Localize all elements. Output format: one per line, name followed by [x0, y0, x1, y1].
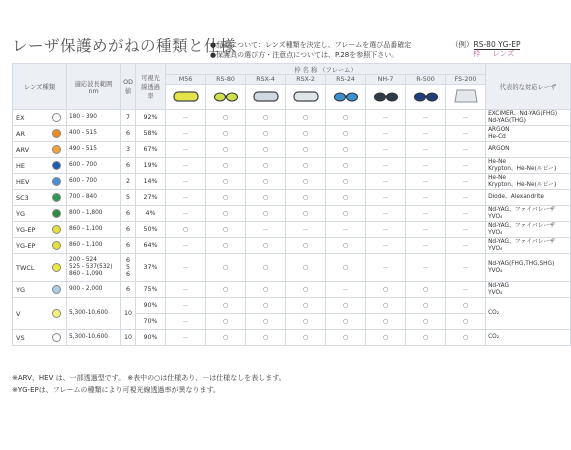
- lens-color-icon: [52, 113, 61, 122]
- table-row: [13, 110, 571, 126]
- availability-rsx-4: ○: [246, 190, 286, 206]
- lens-color-icon: [52, 177, 61, 186]
- wavelength: 5,300-10,600: [67, 298, 121, 330]
- availability-rsx-2: ○: [286, 206, 326, 222]
- compatible-laser: Diode、Alexandrite: [486, 190, 571, 206]
- wavelength: 900 - 2,000: [67, 282, 121, 298]
- compatible-laser: ARGON He-Cd: [486, 126, 571, 142]
- availability-rs-80: ○: [206, 142, 246, 158]
- header-transmittance: 可視光線透過率: [136, 64, 166, 110]
- wavelength: 180 - 390: [67, 110, 121, 126]
- availability-rsx-2: ○: [286, 110, 326, 126]
- availability-nh-7: －: [366, 158, 406, 174]
- availability-rs-80: ○: [206, 158, 246, 174]
- glasses-navy-icon: [411, 88, 441, 104]
- availability-rs-24: ○: [326, 126, 366, 142]
- lens-color-icon: [52, 333, 61, 342]
- header-od: OD値: [121, 64, 136, 110]
- od-value: 10: [121, 298, 136, 330]
- lens-code: YG-EP: [13, 222, 47, 238]
- availability-rs-80: ○: [206, 206, 246, 222]
- availability-rs-24: －: [326, 282, 366, 298]
- footer-note-1: ※ARV、HEV は、一部透過型です。 ※表中の○は仕様あり、－は仕様なしを表します。: [12, 374, 286, 382]
- lens-color-icon: [52, 263, 61, 272]
- lens-color-cell: [47, 330, 67, 346]
- od-value: 6: [121, 158, 136, 174]
- availability-rsx-4: ○: [246, 174, 286, 190]
- frame-header-nh-7: [366, 75, 406, 110]
- header-lens-type: レンズ種類: [13, 64, 67, 110]
- availability-rs-24: ○: [326, 158, 366, 174]
- availability-rs-80: ○: [206, 282, 246, 298]
- table-row: [13, 254, 571, 282]
- availability-nh-7: ○: [366, 314, 406, 330]
- table-row: [13, 238, 571, 254]
- lens-code: YG: [13, 282, 47, 298]
- availability-rsx-2: ○: [286, 254, 326, 282]
- availability-nh-7: ○: [366, 330, 406, 346]
- compatible-laser: Nd-YAG YVO₄: [486, 282, 571, 298]
- availability-r-500: ○: [406, 330, 446, 346]
- availability-r-500: －: [406, 142, 446, 158]
- lens-code: VS: [13, 330, 47, 346]
- lens-color-icon: [52, 129, 61, 138]
- availability-r-500: －: [406, 174, 446, 190]
- od-value: 5: [121, 190, 136, 206]
- availability-rs-24: －: [326, 222, 366, 238]
- od-value: 6 5 6: [121, 254, 136, 282]
- frame-name: M56: [166, 75, 205, 85]
- transmittance: 70%: [136, 314, 166, 330]
- compatible-laser: He-Ne Krypton、He-Ne(ルビー): [486, 158, 571, 174]
- wavelength: 490 - 515: [67, 142, 121, 158]
- page-title: レーザ保護めがねの種類と仕様: [12, 37, 237, 55]
- availability-rs-24: ○: [326, 254, 366, 282]
- frame-header-rs-80: [206, 75, 246, 110]
- frame-name: RS-80: [206, 75, 245, 85]
- availability-fs-200: ○: [446, 298, 486, 314]
- frame-name: NH-7: [366, 75, 405, 85]
- availability-rs-24: ○: [326, 190, 366, 206]
- availability-rsx-4: ○: [246, 314, 286, 330]
- frame-header-m56: [166, 75, 206, 110]
- transmittance: 37%: [136, 254, 166, 282]
- availability-rsx-2: ○: [286, 298, 326, 314]
- availability-m56: －: [166, 206, 206, 222]
- table-row: [13, 126, 571, 142]
- lens-color-icon: [52, 161, 61, 170]
- availability-fs-200: －: [446, 222, 486, 238]
- compatible-laser: He-Ne Krypton、He-Ne(ルビー): [486, 174, 571, 190]
- availability-rs-80: ○: [206, 298, 246, 314]
- lens-code: YG-EP: [13, 238, 47, 254]
- wavelength: 700 - 840: [67, 190, 121, 206]
- lens-code: YG: [13, 206, 47, 222]
- availability-r-500: －: [406, 254, 446, 282]
- lens-color-icon: [52, 209, 61, 218]
- availability-fs-200: －: [446, 238, 486, 254]
- od-value: 6: [121, 238, 136, 254]
- availability-r-500: －: [406, 222, 446, 238]
- od-value: 6: [121, 126, 136, 142]
- lens-color-cell: [47, 110, 67, 126]
- availability-fs-200: －: [446, 190, 486, 206]
- transmittance: 67%: [136, 142, 166, 158]
- availability-m56: －: [166, 158, 206, 174]
- availability-r-500: －: [406, 238, 446, 254]
- frame-header-rsx-2: [286, 75, 326, 110]
- availability-nh-7: －: [366, 110, 406, 126]
- header-laser: 代表的な対応レーザ: [486, 64, 571, 110]
- availability-rsx-4: ○: [246, 158, 286, 174]
- compatible-laser: ARGON: [486, 142, 571, 158]
- frame-header-r-500: [406, 75, 446, 110]
- availability-rsx-4: ○: [246, 298, 286, 314]
- availability-r-500: ○: [406, 282, 446, 298]
- availability-rsx-4: ○: [246, 238, 286, 254]
- availability-fs-200: －: [446, 282, 486, 298]
- compatible-laser: EXCIMER、Nd-YAG(FHG) Nd-YAG(THG): [486, 110, 571, 126]
- availability-rsx-4: ○: [246, 126, 286, 142]
- note-selection: ●保護具の選び方・注意点については、P.28を参照下さい。: [210, 51, 399, 59]
- wavelength: 860 - 1,100: [67, 238, 121, 254]
- availability-m56: －: [166, 190, 206, 206]
- notes: [210, 40, 411, 60]
- availability-nh-7: －: [366, 142, 406, 158]
- transmittance: 64%: [136, 238, 166, 254]
- compatible-laser: Nd-YAG(FHG,THG,SHG) YVO₄: [486, 254, 571, 282]
- availability-fs-200: ○: [446, 314, 486, 330]
- availability-nh-7: －: [366, 254, 406, 282]
- example-lens-label: レンズ: [492, 49, 515, 58]
- availability-nh-7: －: [366, 174, 406, 190]
- wavelength: 860 - 1,100: [67, 222, 121, 238]
- availability-rs-24: ○: [326, 330, 366, 346]
- availability-rsx-2: ○: [286, 238, 326, 254]
- availability-r-500: ○: [406, 298, 446, 314]
- wavelength: 800 - 1,800: [67, 206, 121, 222]
- availability-nh-7: ○: [366, 282, 406, 298]
- availability-rsx-2: ○: [286, 190, 326, 206]
- availability-rsx-4: ○: [246, 282, 286, 298]
- availability-r-500: ○: [406, 314, 446, 330]
- availability-m56: －: [166, 126, 206, 142]
- lens-color-cell: [47, 282, 67, 298]
- sunglasses-dark-icon: [371, 88, 401, 104]
- lens-code: ARV: [13, 142, 47, 158]
- availability-fs-200: －: [446, 206, 486, 222]
- availability-m56: －: [166, 110, 206, 126]
- spec-table: [12, 63, 571, 346]
- example-frame-label: 枠: [473, 49, 481, 58]
- lens-color-icon: [52, 193, 61, 202]
- transmittance: 4%: [136, 206, 166, 222]
- lens-code: V: [13, 298, 47, 330]
- compatible-laser: CO₂: [486, 330, 571, 346]
- footer-note-2: ※YG-EPは、フレームの種類により可視光線透過率が異なります。: [12, 386, 220, 394]
- od-value: 2: [121, 174, 136, 190]
- availability-rsx-4: －: [246, 222, 286, 238]
- availability-m56: －: [166, 254, 206, 282]
- availability-fs-200: －: [446, 126, 486, 142]
- lens-color-cell: [47, 222, 67, 238]
- od-value: 6: [121, 206, 136, 222]
- compatible-laser: Nd-YAG、ファイバレーザ YVO₄: [486, 238, 571, 254]
- lens-color-cell: [47, 298, 67, 330]
- face-shield-icon: [451, 88, 481, 104]
- availability-m56: －: [166, 282, 206, 298]
- frame-name: RSX-2: [286, 75, 325, 85]
- lens-color-cell: [47, 126, 67, 142]
- availability-rsx-2: ○: [286, 282, 326, 298]
- availability-fs-200: －: [446, 158, 486, 174]
- availability-m56: －: [166, 298, 206, 314]
- availability-rs-24: ○: [326, 238, 366, 254]
- availability-r-500: －: [406, 190, 446, 206]
- availability-r-500: －: [406, 158, 446, 174]
- availability-m56: ○: [166, 222, 206, 238]
- lens-color-icon: [52, 285, 61, 294]
- transmittance: 50%: [136, 222, 166, 238]
- availability-rsx-4: ○: [246, 110, 286, 126]
- lens-color-cell: [47, 174, 67, 190]
- availability-rs-80: ○: [206, 190, 246, 206]
- frame-header-fs-200: [446, 75, 486, 110]
- lens-code: HEV: [13, 174, 47, 190]
- availability-rsx-2: ○: [286, 126, 326, 142]
- spec-rows: [13, 110, 571, 346]
- availability-m56: －: [166, 330, 206, 346]
- availability-fs-200: ○: [446, 330, 486, 346]
- availability-fs-200: －: [446, 142, 486, 158]
- availability-r-500: －: [406, 126, 446, 142]
- lens-code: HE: [13, 158, 47, 174]
- transmittance: 90%: [136, 298, 166, 314]
- availability-rs-80: ○: [206, 222, 246, 238]
- availability-rs-80: ○: [206, 238, 246, 254]
- lens-color-cell: [47, 190, 67, 206]
- lens-color-icon: [52, 145, 61, 154]
- transmittance: 90%: [136, 330, 166, 346]
- lens-color-cell: [47, 158, 67, 174]
- table-row: [13, 330, 571, 346]
- availability-rsx-2: ○: [286, 174, 326, 190]
- goggle-yellow-icon: [171, 88, 201, 104]
- example-part-number: [451, 40, 520, 58]
- table-row: [13, 298, 571, 314]
- wavelength: 600 - 700: [67, 158, 121, 174]
- availability-rs-80: ○: [206, 126, 246, 142]
- compatible-laser: CO₂: [486, 298, 571, 330]
- frame-name: RS-24: [326, 75, 365, 85]
- availability-rsx-2: ○: [286, 330, 326, 346]
- availability-nh-7: －: [366, 126, 406, 142]
- compatible-laser: Nd-YAG、ファイバレーザ YVO₄: [486, 206, 571, 222]
- availability-rs-24: ○: [326, 110, 366, 126]
- table-row: [13, 142, 571, 158]
- goggle-clear-icon: [291, 88, 321, 104]
- lens-color-cell: [47, 238, 67, 254]
- availability-nh-7: ○: [366, 298, 406, 314]
- availability-rsx-4: ○: [246, 330, 286, 346]
- transmittance: 92%: [136, 110, 166, 126]
- wavelength: 200 - 524 525 - 537(532) 860 - 1,090: [67, 254, 121, 282]
- od-value: 6: [121, 222, 136, 238]
- availability-rs-24: ○: [326, 206, 366, 222]
- frame-name: FS-200: [446, 75, 485, 85]
- availability-m56: －: [166, 314, 206, 330]
- od-value: 3: [121, 142, 136, 158]
- frame-name: R-500: [406, 75, 445, 85]
- lens-color-cell: [47, 254, 67, 282]
- header-frame-group: 枠 名 称 （フレーム）: [166, 64, 486, 75]
- availability-nh-7: －: [366, 238, 406, 254]
- glasses-blue-icon: [331, 88, 361, 104]
- frame-name: RSX-4: [246, 75, 285, 85]
- availability-rsx-4: ○: [246, 142, 286, 158]
- lens-code: SC3: [13, 190, 47, 206]
- table-row: [13, 282, 571, 298]
- example-code: RS-80 YG-EP: [473, 40, 521, 49]
- lens-code: EX: [13, 110, 47, 126]
- availability-rs-24: ○: [326, 314, 366, 330]
- od-value: 6: [121, 282, 136, 298]
- availability-rs-24: ○: [326, 142, 366, 158]
- availability-m56: －: [166, 142, 206, 158]
- lens-code: TWCL: [13, 254, 47, 282]
- table-row: [13, 158, 571, 174]
- table-row: [13, 174, 571, 190]
- lens-color-cell: [47, 206, 67, 222]
- lens-code: AR: [13, 126, 47, 142]
- availability-rsx-4: ○: [246, 254, 286, 282]
- availability-nh-7: －: [366, 222, 406, 238]
- transmittance: 14%: [136, 174, 166, 190]
- availability-fs-200: －: [446, 110, 486, 126]
- example-label: （例）: [451, 40, 474, 49]
- availability-rs-80: ○: [206, 110, 246, 126]
- glasses-yellow-icon: [211, 88, 241, 104]
- availability-rs-80: ○: [206, 254, 246, 282]
- availability-nh-7: －: [366, 190, 406, 206]
- availability-r-500: －: [406, 206, 446, 222]
- header-wavelength: 適応波長範囲 nm: [67, 64, 121, 110]
- availability-fs-200: －: [446, 254, 486, 282]
- transmittance: 75%: [136, 282, 166, 298]
- availability-rsx-2: ○: [286, 314, 326, 330]
- availability-m56: －: [166, 238, 206, 254]
- wavelength: 400 - 515: [67, 126, 121, 142]
- transmittance: 19%: [136, 158, 166, 174]
- availability-rs-24: ○: [326, 174, 366, 190]
- availability-rsx-4: ○: [246, 206, 286, 222]
- table-row: [13, 222, 571, 238]
- note-part-number: ●品番について：レンズ種類を決定し、フレームを選び品番確定: [210, 41, 412, 49]
- od-value: 7: [121, 110, 136, 126]
- transmittance: 27%: [136, 190, 166, 206]
- availability-rs-24: ○: [326, 298, 366, 314]
- availability-rsx-2: －: [286, 222, 326, 238]
- frame-header-rs-24: [326, 75, 366, 110]
- lens-color-icon: [52, 309, 61, 318]
- availability-rsx-2: ○: [286, 142, 326, 158]
- table-row: [13, 190, 571, 206]
- availability-rs-80: ○: [206, 174, 246, 190]
- wavelength: 5,300-10,600: [67, 330, 121, 346]
- table-row: [13, 206, 571, 222]
- footer-notes: [12, 372, 286, 396]
- availability-r-500: －: [406, 110, 446, 126]
- compatible-laser: Nd-YAG、ファイバレーザ YVO₄: [486, 222, 571, 238]
- availability-rs-80: ○: [206, 314, 246, 330]
- transmittance: 58%: [136, 126, 166, 142]
- frame-header-rsx-4: [246, 75, 286, 110]
- availability-nh-7: －: [366, 206, 406, 222]
- lens-color-cell: [47, 142, 67, 158]
- od-value: 10: [121, 330, 136, 346]
- wavelength: 600 - 700: [67, 174, 121, 190]
- availability-fs-200: －: [446, 174, 486, 190]
- lens-color-icon: [52, 241, 61, 250]
- availability-rsx-2: ○: [286, 158, 326, 174]
- availability-rs-80: ○: [206, 330, 246, 346]
- availability-m56: －: [166, 174, 206, 190]
- lens-color-icon: [52, 225, 61, 234]
- goggle-clear-icon: [251, 88, 281, 104]
